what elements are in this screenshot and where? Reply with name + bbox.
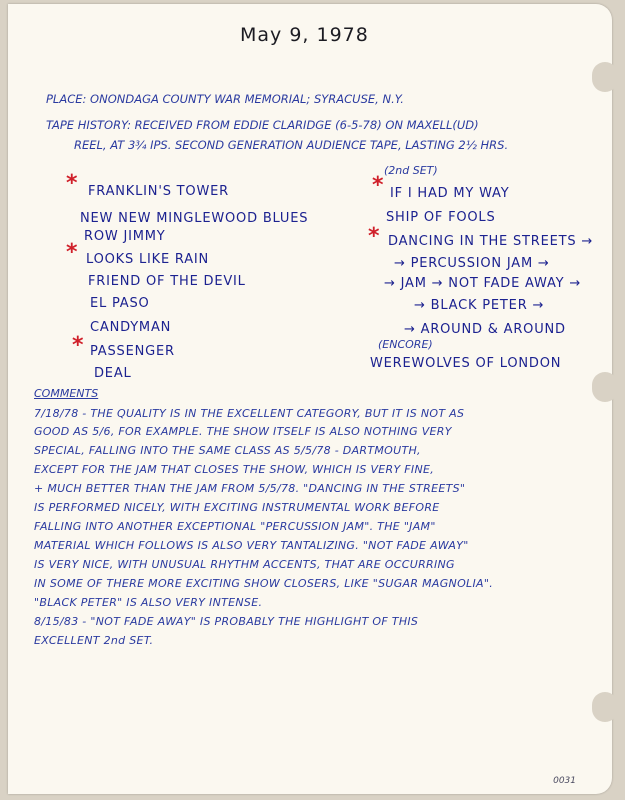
comment-line: 7/18/78 - THE QUALITY IS IN THE EXCELLENT CATEGORY, BUT IT IS NOT AS xyxy=(34,407,465,420)
set1-song: DEAL xyxy=(94,366,132,381)
binder-hole-bottom xyxy=(592,692,618,722)
set2-song: DANCING IN THE STREETS → xyxy=(388,234,594,249)
encore-label: (ENCORE) xyxy=(378,338,433,351)
binder-hole-top xyxy=(592,62,618,92)
comment-line: EXCEPT FOR THE JAM THAT CLOSES THE SHOW, WHICH IS VERY FINE, xyxy=(34,463,435,476)
set2-song: SHIP OF FOOLS xyxy=(386,210,496,225)
set2-song: → JAM → NOT FADE AWAY → xyxy=(384,276,582,291)
set1-song: FRANKLIN'S TOWER xyxy=(88,184,229,199)
set1-song: PASSENGER xyxy=(90,344,175,359)
second-set-label: (2nd SET) xyxy=(384,164,438,177)
encore-song: WEREWOLVES OF LONDON xyxy=(370,356,562,371)
set2-song: → AROUND & AROUND xyxy=(404,322,566,337)
set1-song: FRIEND OF THE DEVIL xyxy=(88,274,246,289)
star-mark: * xyxy=(372,173,384,198)
comment-line: MATERIAL WHICH FOLLOWS IS ALSO VERY TANTALIZING. "NOT FADE AWAY" xyxy=(34,539,469,552)
comment-line: IS PERFORMED NICELY, WITH EXCITING INSTRUMENTAL WORK BEFORE xyxy=(34,501,440,514)
star-mark: * xyxy=(66,171,78,196)
set2-song: → BLACK PETER → xyxy=(414,298,545,313)
star-mark: * xyxy=(66,240,78,265)
set1-song: EL PASO xyxy=(90,296,150,311)
set1-song: CANDYMAN xyxy=(90,320,172,335)
comment-line: 8/15/83 - "NOT FADE AWAY" IS PROBABLY THE HIGHLIGHT OF THIS xyxy=(34,615,419,628)
comment-line: IS VERY NICE, WITH UNUSUAL RHYTHM ACCENTS, THAT ARE OCCURRING xyxy=(34,558,455,571)
set1-song: NEW NEW MINGLEWOOD BLUES xyxy=(80,211,309,226)
comments-heading: COMMENTS xyxy=(34,387,99,400)
set1-song: ROW JIMMY xyxy=(84,229,166,244)
star-mark: * xyxy=(368,224,380,249)
page-number: 0031 xyxy=(553,776,576,786)
set2-song: → PERCUSSION JAM → xyxy=(394,256,550,271)
notebook-page xyxy=(8,4,612,794)
binder-hole-middle xyxy=(592,372,618,402)
set2-song: IF I HAD MY WAY xyxy=(390,186,510,201)
tape-history-line-2: REEL, AT 3¾ IPS. SECOND GENERATION AUDIENCE TAPE, LASTING 2½ HRS. xyxy=(74,138,509,152)
place-line: PLACE: ONONDAGA COUNTY WAR MEMORIAL; SYRACUSE, N.Y. xyxy=(46,92,404,106)
page-title: May 9, 1978 xyxy=(240,24,369,46)
comment-line: "BLACK PETER" IS ALSO VERY INTENSE. xyxy=(34,596,263,609)
set1-song: LOOKS LIKE RAIN xyxy=(86,252,210,267)
comment-line: EXCELLENT 2nd SET. xyxy=(34,634,154,647)
star-mark: * xyxy=(72,333,84,358)
comment-line: GOOD AS 5/6, FOR EXAMPLE. THE SHOW ITSELF IS ALSO NOTHING VERY xyxy=(34,425,452,438)
comment-line: SPECIAL, FALLING INTO THE SAME CLASS AS 5/5/78 - DARTMOUTH, xyxy=(34,444,421,457)
comment-line: FALLING INTO ANOTHER EXCEPTIONAL "PERCUSSION JAM". THE "JAM" xyxy=(34,520,436,533)
comment-line: + MUCH BETTER THAN THE JAM FROM 5/5/78. "DANCING IN THE STREETS" xyxy=(34,482,466,495)
comment-line: IN SOME OF THERE MORE EXCITING SHOW CLOSERS, LIKE "SUGAR MAGNOLIA". xyxy=(34,577,493,590)
tape-history-line-1: TAPE HISTORY: RECEIVED FROM EDDIE CLARIDGE (6-5-78) ON MAXELL(UD) xyxy=(46,118,479,132)
